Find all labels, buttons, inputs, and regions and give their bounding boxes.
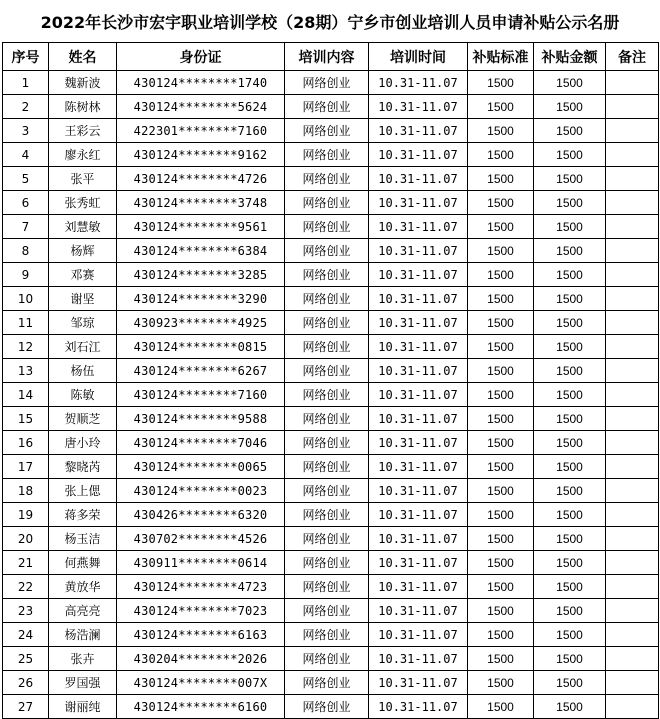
table-row <box>3 263 659 287</box>
cell-training-content: 网络创业 <box>285 359 369 383</box>
table-row <box>3 599 659 623</box>
cell-seq: 21 <box>3 551 49 575</box>
cell-training-time: 10.31-11.07 <box>369 695 468 719</box>
cell-seq: 22 <box>3 575 49 599</box>
cell-id-number: 430124********1740 <box>117 71 285 95</box>
cell-subsidy-standard: 1500 <box>468 575 534 599</box>
cell-id-number: 430124********3285 <box>117 263 285 287</box>
table-row <box>3 359 659 383</box>
cell-training-content: 网络创业 <box>285 263 369 287</box>
table-body <box>3 71 659 719</box>
cell-name: 邓赛 <box>49 263 117 287</box>
cell-subsidy-amount: 1500 <box>534 215 606 239</box>
cell-subsidy-standard: 1500 <box>468 407 534 431</box>
cell-subsidy-standard: 1500 <box>468 263 534 287</box>
cell-remark <box>606 119 659 143</box>
cell-training-content: 网络创业 <box>285 407 369 431</box>
table-row <box>3 215 659 239</box>
cell-name: 何燕舞 <box>49 551 117 575</box>
cell-remark <box>606 335 659 359</box>
cell-training-content: 网络创业 <box>285 335 369 359</box>
cell-name: 陈敏 <box>49 383 117 407</box>
cell-name: 高亮亮 <box>49 599 117 623</box>
table-row <box>3 647 659 671</box>
cell-seq: 27 <box>3 695 49 719</box>
cell-remark <box>606 503 659 527</box>
cell-subsidy-standard: 1500 <box>468 359 534 383</box>
cell-training-time: 10.31-11.07 <box>369 119 468 143</box>
cell-remark <box>606 191 659 215</box>
cell-training-time: 10.31-11.07 <box>369 239 468 263</box>
table-row <box>3 623 659 647</box>
cell-subsidy-standard: 1500 <box>468 527 534 551</box>
cell-id-number: 430124********3290 <box>117 287 285 311</box>
cell-training-content: 网络创业 <box>285 575 369 599</box>
cell-training-time: 10.31-11.07 <box>369 599 468 623</box>
cell-name: 邹琼 <box>49 311 117 335</box>
cell-name: 谢坚 <box>49 287 117 311</box>
cell-seq: 1 <box>3 71 49 95</box>
cell-subsidy-standard: 1500 <box>468 431 534 455</box>
cell-subsidy-amount: 1500 <box>534 119 606 143</box>
cell-id-number: 430124********9588 <box>117 407 285 431</box>
cell-training-time: 10.31-11.07 <box>369 527 468 551</box>
cell-training-time: 10.31-11.07 <box>369 263 468 287</box>
cell-training-content: 网络创业 <box>285 311 369 335</box>
cell-training-content: 网络创业 <box>285 623 369 647</box>
cell-training-content: 网络创业 <box>285 599 369 623</box>
table-row <box>3 239 659 263</box>
cell-seq: 13 <box>3 359 49 383</box>
cell-remark <box>606 143 659 167</box>
cell-id-number: 430124********6160 <box>117 695 285 719</box>
cell-training-time: 10.31-11.07 <box>369 383 468 407</box>
cell-remark <box>606 167 659 191</box>
cell-subsidy-amount: 1500 <box>534 695 606 719</box>
cell-training-content: 网络创业 <box>285 455 369 479</box>
cell-training-content: 网络创业 <box>285 383 369 407</box>
header-seq: 序号 <box>3 43 49 71</box>
cell-id-number: 430124********0023 <box>117 479 285 503</box>
cell-seq: 4 <box>3 143 49 167</box>
cell-subsidy-standard: 1500 <box>468 167 534 191</box>
cell-seq: 7 <box>3 215 49 239</box>
cell-id-number: 430923********4925 <box>117 311 285 335</box>
cell-training-content: 网络创业 <box>285 695 369 719</box>
table-row <box>3 71 659 95</box>
cell-id-number: 430702********4526 <box>117 527 285 551</box>
cell-remark <box>606 527 659 551</box>
cell-seq: 5 <box>3 167 49 191</box>
cell-remark <box>606 287 659 311</box>
table-row <box>3 95 659 119</box>
table-row <box>3 407 659 431</box>
cell-name: 陈树林 <box>49 95 117 119</box>
cell-subsidy-amount: 1500 <box>534 575 606 599</box>
cell-training-content: 网络创业 <box>285 143 369 167</box>
cell-training-time: 10.31-11.07 <box>369 431 468 455</box>
cell-subsidy-standard: 1500 <box>468 311 534 335</box>
cell-remark <box>606 407 659 431</box>
cell-training-time: 10.31-11.07 <box>369 191 468 215</box>
cell-subsidy-standard: 1500 <box>468 503 534 527</box>
cell-name: 刘慧敏 <box>49 215 117 239</box>
cell-training-time: 10.31-11.07 <box>369 455 468 479</box>
cell-id-number: 430124********0815 <box>117 335 285 359</box>
cell-subsidy-standard: 1500 <box>468 479 534 503</box>
table-row <box>3 335 659 359</box>
cell-subsidy-amount: 1500 <box>534 335 606 359</box>
cell-seq: 11 <box>3 311 49 335</box>
cell-id-number: 430426********6320 <box>117 503 285 527</box>
cell-seq: 20 <box>3 527 49 551</box>
cell-subsidy-standard: 1500 <box>468 695 534 719</box>
cell-remark <box>606 95 659 119</box>
table-row <box>3 287 659 311</box>
cell-name: 张平 <box>49 167 117 191</box>
cell-subsidy-standard: 1500 <box>468 71 534 95</box>
cell-subsidy-amount: 1500 <box>534 143 606 167</box>
cell-training-content: 网络创业 <box>285 503 369 527</box>
cell-remark <box>606 455 659 479</box>
cell-training-content: 网络创业 <box>285 191 369 215</box>
cell-training-content: 网络创业 <box>285 167 369 191</box>
cell-id-number: 430124********6163 <box>117 623 285 647</box>
cell-id-number: 430124********7023 <box>117 599 285 623</box>
cell-seq: 24 <box>3 623 49 647</box>
header-name: 姓名 <box>49 43 117 71</box>
cell-subsidy-standard: 1500 <box>468 215 534 239</box>
table-row <box>3 431 659 455</box>
cell-training-time: 10.31-11.07 <box>369 335 468 359</box>
cell-seq: 26 <box>3 671 49 695</box>
cell-subsidy-standard: 1500 <box>468 383 534 407</box>
cell-subsidy-standard: 1500 <box>468 455 534 479</box>
cell-remark <box>606 263 659 287</box>
cell-remark <box>606 359 659 383</box>
cell-id-number: 430911********0614 <box>117 551 285 575</box>
cell-training-time: 10.31-11.07 <box>369 647 468 671</box>
table-row <box>3 167 659 191</box>
cell-seq: 6 <box>3 191 49 215</box>
table-row <box>3 143 659 167</box>
cell-subsidy-standard: 1500 <box>468 191 534 215</box>
cell-training-time: 10.31-11.07 <box>369 407 468 431</box>
cell-name: 罗国强 <box>49 671 117 695</box>
cell-subsidy-amount: 1500 <box>534 431 606 455</box>
cell-training-time: 10.31-11.07 <box>369 287 468 311</box>
cell-name: 贺顺芝 <box>49 407 117 431</box>
table-row <box>3 551 659 575</box>
cell-name: 廖永红 <box>49 143 117 167</box>
cell-training-time: 10.31-11.07 <box>369 503 468 527</box>
cell-subsidy-amount: 1500 <box>534 551 606 575</box>
cell-training-content: 网络创业 <box>285 287 369 311</box>
cell-subsidy-amount: 1500 <box>534 503 606 527</box>
table-row <box>3 119 659 143</box>
header-remark: 备注 <box>606 43 659 71</box>
cell-training-time: 10.31-11.07 <box>369 359 468 383</box>
cell-training-time: 10.31-11.07 <box>369 671 468 695</box>
cell-training-time: 10.31-11.07 <box>369 551 468 575</box>
cell-remark <box>606 647 659 671</box>
cell-remark <box>606 71 659 95</box>
cell-id-number: 430124********4723 <box>117 575 285 599</box>
cell-name: 张卉 <box>49 647 117 671</box>
cell-seq: 17 <box>3 455 49 479</box>
table-row <box>3 191 659 215</box>
cell-id-number: 430124********3748 <box>117 191 285 215</box>
cell-training-time: 10.31-11.07 <box>369 95 468 119</box>
cell-subsidy-amount: 1500 <box>534 623 606 647</box>
cell-seq: 10 <box>3 287 49 311</box>
cell-training-content: 网络创业 <box>285 647 369 671</box>
cell-id-number: 430124********6384 <box>117 239 285 263</box>
cell-subsidy-amount: 1500 <box>534 383 606 407</box>
cell-remark <box>606 311 659 335</box>
cell-training-content: 网络创业 <box>285 479 369 503</box>
table-row <box>3 527 659 551</box>
cell-subsidy-amount: 1500 <box>534 239 606 263</box>
header-id: 身份证 <box>117 43 285 71</box>
cell-subsidy-amount: 1500 <box>534 599 606 623</box>
header-time: 培训时间 <box>369 43 468 71</box>
cell-seq: 18 <box>3 479 49 503</box>
cell-id-number: 422301********7160 <box>117 119 285 143</box>
cell-training-content: 网络创业 <box>285 119 369 143</box>
cell-seq: 8 <box>3 239 49 263</box>
cell-name: 杨浩澜 <box>49 623 117 647</box>
header-amount: 补贴金额 <box>534 43 606 71</box>
cell-name: 唐小玲 <box>49 431 117 455</box>
header-content: 培训内容 <box>285 43 369 71</box>
cell-name: 张上偲 <box>49 479 117 503</box>
cell-subsidy-amount: 1500 <box>534 263 606 287</box>
cell-id-number: 430124********0065 <box>117 455 285 479</box>
cell-seq: 19 <box>3 503 49 527</box>
cell-training-content: 网络创业 <box>285 671 369 695</box>
cell-subsidy-amount: 1500 <box>534 71 606 95</box>
cell-name: 杨辉 <box>49 239 117 263</box>
cell-training-time: 10.31-11.07 <box>369 311 468 335</box>
cell-remark <box>606 575 659 599</box>
cell-name: 杨伍 <box>49 359 117 383</box>
cell-id-number: 430124********7046 <box>117 431 285 455</box>
cell-subsidy-amount: 1500 <box>534 647 606 671</box>
cell-seq: 14 <box>3 383 49 407</box>
cell-remark <box>606 695 659 719</box>
cell-subsidy-standard: 1500 <box>468 599 534 623</box>
table-row <box>3 695 659 719</box>
cell-id-number: 430124********4726 <box>117 167 285 191</box>
table-row <box>3 575 659 599</box>
cell-id-number: 430124********007X <box>117 671 285 695</box>
cell-seq: 9 <box>3 263 49 287</box>
cell-training-content: 网络创业 <box>285 95 369 119</box>
cell-training-content: 网络创业 <box>285 431 369 455</box>
cell-name: 张秀虹 <box>49 191 117 215</box>
cell-training-time: 10.31-11.07 <box>369 71 468 95</box>
cell-seq: 23 <box>3 599 49 623</box>
cell-seq: 25 <box>3 647 49 671</box>
cell-remark <box>606 215 659 239</box>
table-header-row <box>3 43 659 71</box>
cell-name: 王彩云 <box>49 119 117 143</box>
page-title: 2022年长沙市宏宇职业培训学校（28期）宁乡市创业培训人员申请补贴公示名册 <box>40 12 620 32</box>
cell-subsidy-standard: 1500 <box>468 551 534 575</box>
cell-training-content: 网络创业 <box>285 527 369 551</box>
table-row <box>3 311 659 335</box>
cell-subsidy-amount: 1500 <box>534 407 606 431</box>
cell-name: 黄放华 <box>49 575 117 599</box>
cell-subsidy-standard: 1500 <box>468 287 534 311</box>
cell-subsidy-amount: 1500 <box>534 167 606 191</box>
cell-subsidy-amount: 1500 <box>534 455 606 479</box>
cell-subsidy-amount: 1500 <box>534 191 606 215</box>
table-row <box>3 503 659 527</box>
cell-training-content: 网络创业 <box>285 239 369 263</box>
cell-remark <box>606 623 659 647</box>
cell-training-time: 10.31-11.07 <box>369 479 468 503</box>
cell-seq: 12 <box>3 335 49 359</box>
table-row <box>3 383 659 407</box>
cell-seq: 15 <box>3 407 49 431</box>
cell-remark <box>606 671 659 695</box>
cell-remark <box>606 551 659 575</box>
header-standard: 补贴标准 <box>468 43 534 71</box>
cell-subsidy-amount: 1500 <box>534 359 606 383</box>
cell-remark <box>606 599 659 623</box>
cell-subsidy-amount: 1500 <box>534 95 606 119</box>
cell-id-number: 430124********7160 <box>117 383 285 407</box>
cell-name: 蒋多荣 <box>49 503 117 527</box>
cell-subsidy-standard: 1500 <box>468 335 534 359</box>
cell-remark <box>606 431 659 455</box>
cell-training-time: 10.31-11.07 <box>369 215 468 239</box>
cell-seq: 3 <box>3 119 49 143</box>
cell-name: 杨玉洁 <box>49 527 117 551</box>
cell-remark <box>606 479 659 503</box>
cell-subsidy-amount: 1500 <box>534 479 606 503</box>
cell-subsidy-standard: 1500 <box>468 671 534 695</box>
cell-subsidy-amount: 1500 <box>534 671 606 695</box>
cell-remark <box>606 383 659 407</box>
table-row <box>3 671 659 695</box>
cell-subsidy-standard: 1500 <box>468 95 534 119</box>
cell-seq: 2 <box>3 95 49 119</box>
cell-training-time: 10.31-11.07 <box>369 143 468 167</box>
cell-name: 黎晓芮 <box>49 455 117 479</box>
cell-subsidy-amount: 1500 <box>534 311 606 335</box>
cell-subsidy-amount: 1500 <box>534 527 606 551</box>
cell-training-content: 网络创业 <box>285 551 369 575</box>
cell-id-number: 430204********2026 <box>117 647 285 671</box>
cell-subsidy-standard: 1500 <box>468 239 534 263</box>
cell-subsidy-standard: 1500 <box>468 143 534 167</box>
cell-id-number: 430124********9561 <box>117 215 285 239</box>
cell-name: 谢丽纯 <box>49 695 117 719</box>
cell-training-content: 网络创业 <box>285 71 369 95</box>
cell-name: 刘石江 <box>49 335 117 359</box>
cell-remark <box>606 239 659 263</box>
cell-training-content: 网络创业 <box>285 215 369 239</box>
cell-name: 魏新波 <box>49 71 117 95</box>
cell-subsidy-standard: 1500 <box>468 623 534 647</box>
cell-subsidy-standard: 1500 <box>468 647 534 671</box>
cell-subsidy-amount: 1500 <box>534 287 606 311</box>
cell-id-number: 430124********6267 <box>117 359 285 383</box>
cell-training-time: 10.31-11.07 <box>369 623 468 647</box>
cell-training-time: 10.31-11.07 <box>369 167 468 191</box>
cell-seq: 16 <box>3 431 49 455</box>
table-row <box>3 455 659 479</box>
cell-id-number: 430124********9162 <box>117 143 285 167</box>
subsidy-roster-table <box>2 42 659 719</box>
cell-subsidy-standard: 1500 <box>468 119 534 143</box>
table-row <box>3 479 659 503</box>
cell-id-number: 430124********5624 <box>117 95 285 119</box>
cell-training-time: 10.31-11.07 <box>369 575 468 599</box>
